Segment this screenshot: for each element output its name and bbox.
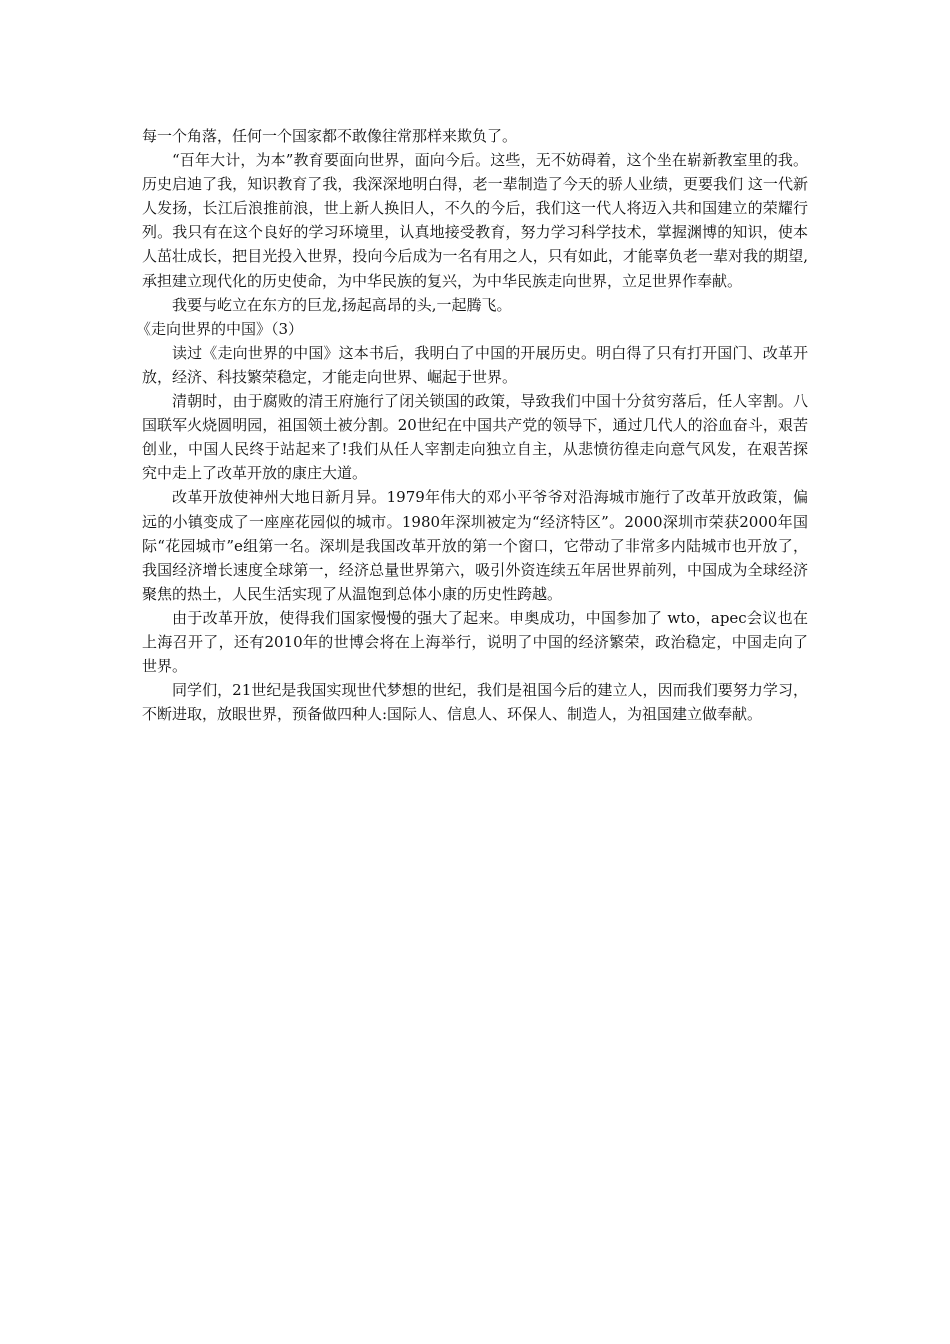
document-body [136, 124, 808, 726]
paragraph-book-intro: 读过《走向世界的中国》这本书后，我明白了中国的开展历史。明白得了只有打开国门、改革开放，经济、科技繁荣稳定，才能走向世界、崛起于世界。 [142, 343, 808, 386]
section-heading: 《走向世界的中国》（3） [136, 319, 304, 338]
paragraph-qing-dynasty: 清朝时，由于腐败的清王府施行了闭关锁国的政策，导致我们中国十分贫穷落后，任人宰割。八国联军火烧圆明园，祖国领土被分割。20世纪在中国共产党的领导下，通过几代人的浴血奋斗，艰苦创业，中国人民终于站起来了!我们从任人宰割走向独立自主，从悲愤彷徨走向意气风发，在艰苦探究中走上了改革开放的康庄大道。 [142, 392, 808, 483]
paragraph-reform: 改革开放使神州大地日新月异。1979年伟大的邓小平爷爷对沿海城市施行了改革开放政策，偏远的小镇变成了一座座花园似的城市。1980年深圳被定为“经济特区”。2000深圳市荣获2000年国际“花园城市”e组第一名。深圳是我国改革开放的第一个窗口，它带动了非常多内陆城市也开放了，我国经济增长速度全球第一，经济总量世界第六，吸引外资连续五年居世界前列，中国成为全球经济聚焦的热土，人民生活实现了从温饱到总体小康的历史性跨越。 [142, 488, 808, 603]
paragraph-continuation: 每一个角落，任何一个国家都不敢像往常那样来欺负了。 [142, 127, 518, 145]
paragraph-rise: 由于改革开放，使得我们国家慢慢的强大了起来。申奥成功，中国参加了 wto，apec会议也在上海召开了，还有2010年的世博会将在上海举行，说明了中国的经济繁荣，政治稳定，中国走向了世界。 [142, 608, 808, 676]
paragraph-dragon: 我要与屹立在东方的巨龙,扬起高昂的头,一起腾飞。 [172, 295, 512, 314]
paragraph-classmates: 同学们，21世纪是我国实现世代梦想的世纪，我们是祖国今后的建立人，因而我们要努力学习，不断进取，放眼世界，预备做四种人:国际人、信息人、环保人、制造人，为祖国建立做奉献。 [142, 681, 808, 724]
paragraph-education: “百年大计，为本”教育要面向世界，面向今后。这些，无不妨碍着，这个坐在崭新教室里的我。历史启迪了我，知识教育了我，我深深地明白得，老一辈制造了今天的骄人业绩，更要我们 这一代新人发扬，长江后浪推前浪，世上新人换旧人，不久的今后，我们这一代人将迈入共和国建立的荣耀行列。我只有在这个良好的学习环境里，认真地接受教育，努力学习科学技术，掌握渊博的知识，使本人茁壮成长，把目光投入世界，投向今后成为一名有用之人，只有如此，才能辜负老一辈对我的期望,承担建立现代化的历史使命，为中华民族的复兴，为中华民族走向世界，立足世界作奉献。 [142, 151, 808, 290]
